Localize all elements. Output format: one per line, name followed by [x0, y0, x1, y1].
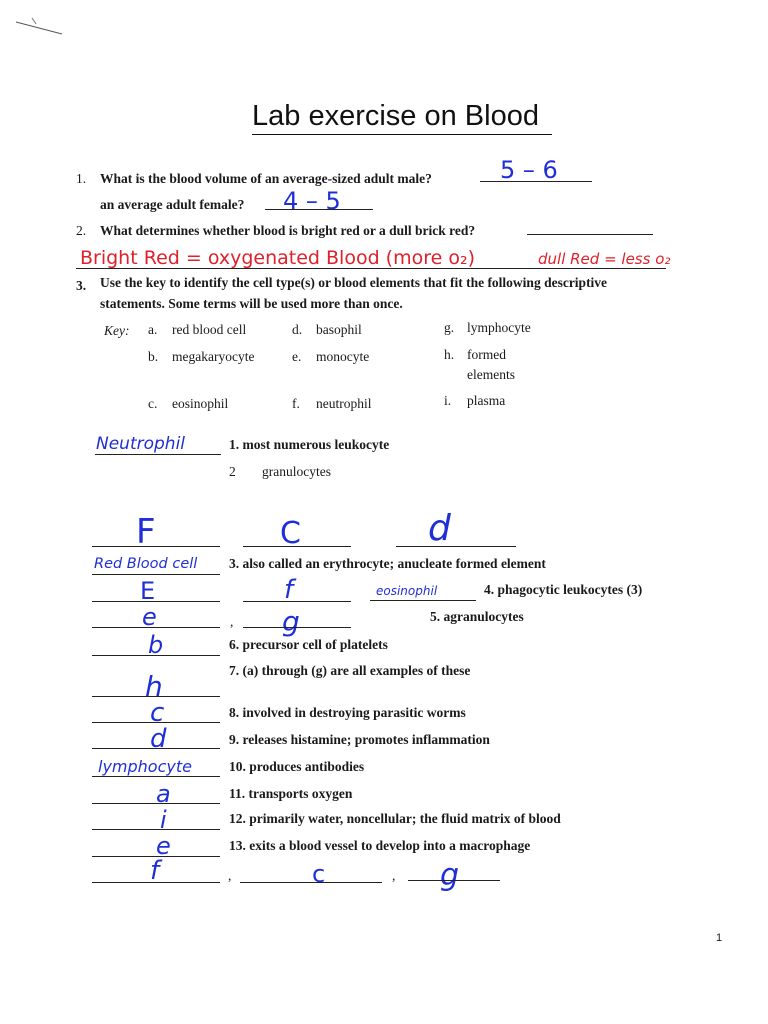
key-term-h: formed — [467, 347, 506, 362]
s11-text: 11. transports oxygen — [229, 786, 353, 801]
key-letter-e: e. — [292, 349, 302, 364]
s14-comma1: , — [228, 868, 232, 883]
s7-answer: h — [145, 670, 163, 703]
page-number: 1 — [716, 932, 723, 944]
s7-line — [92, 696, 220, 697]
key-letter-c: c. — [148, 396, 158, 411]
key-letter-h: h. — [444, 347, 455, 362]
q3-number: 3. — [76, 278, 87, 293]
key-term-h-cont: elements — [467, 367, 515, 382]
s5-line2 — [243, 627, 351, 628]
key-letter-a: a. — [148, 322, 158, 337]
key-term-e: monocyte — [316, 349, 370, 364]
s4-ans1: E — [140, 577, 156, 605]
s7-text: 7. (a) through (g) are all examples of these — [229, 663, 471, 678]
s12-line — [92, 829, 220, 830]
key-letter-f: f. — [292, 396, 300, 411]
key-letter-b: b. — [148, 349, 159, 364]
q2-answer-part1: Bright Red = oxygenated Blood (more o₂) — [80, 247, 476, 269]
key-term-c: eosinophil — [172, 396, 229, 411]
s8-text: 8. involved in destroying parasitic worms — [229, 705, 466, 720]
s4-ans2: f — [284, 575, 294, 605]
s14-line1 — [92, 882, 220, 883]
s5-comma: , — [230, 614, 234, 629]
s1-answer: Neutrophil — [96, 434, 186, 454]
s2-text: granulocytes — [262, 464, 331, 479]
s3-line — [92, 574, 220, 575]
s6-answer: b — [148, 631, 164, 659]
s13-text: 13. exits a blood vessel to develop into a macrophage — [229, 838, 531, 853]
s6-line — [92, 655, 220, 656]
s2-ans1: F — [136, 512, 156, 552]
q2-text: What determines whether blood is bright red or a dull brick red? — [100, 223, 476, 238]
s9-text: 9. releases histamine; promotes inflammation — [229, 732, 490, 747]
s14-comma2: , — [392, 868, 396, 883]
key-term-g: lymphocyte — [467, 320, 531, 335]
s4-text: 4. phagocytic leukocytes (3) — [484, 582, 643, 597]
s5-ans1: e — [142, 603, 157, 631]
s12-answer: i — [160, 806, 167, 834]
s5-ans2: g — [282, 605, 300, 638]
s11-answer: a — [156, 780, 171, 808]
key-label: Key: — [104, 323, 130, 338]
s4-ans3: eosinophil — [376, 584, 438, 598]
s14-line2 — [240, 882, 382, 883]
key-letter-d: d. — [292, 322, 303, 337]
q1-text: What is the blood volume of an average-sized adult male? — [100, 171, 432, 186]
key-term-f: neutrophil — [316, 396, 372, 411]
s14-line3 — [408, 880, 500, 881]
key-term-i: plasma — [467, 393, 506, 408]
title-underline — [252, 134, 552, 135]
key-term-d: basophil — [316, 322, 362, 337]
s10-answer: lymphocyte — [98, 757, 192, 776]
s8-answer: c — [150, 698, 165, 728]
q1-text2: an average adult female? — [100, 197, 245, 212]
pencil-mark — [14, 14, 74, 36]
s9-line — [92, 748, 220, 749]
s1-line — [95, 454, 221, 455]
q1-number: 1. — [76, 171, 87, 186]
s2-num: 2 — [229, 464, 236, 479]
s2-line3 — [396, 546, 516, 547]
q3-text-line2: statements. Some terms will be used more than once. — [100, 296, 403, 311]
q1-answer-male: 5 – 6 — [500, 156, 558, 184]
s1-text: 1. most numerous leukocyte — [229, 437, 390, 452]
s2-line1 — [92, 546, 220, 547]
s6-text: 6. precursor cell of platelets — [229, 637, 388, 652]
q2-number: 2. — [76, 223, 87, 238]
q2-answer-part2: dull Red = less o₂ — [538, 250, 671, 268]
s8-line — [92, 722, 220, 723]
s14-ans3: g — [440, 858, 460, 893]
s4-line1 — [92, 601, 220, 602]
s13-answer: e — [156, 832, 171, 860]
s3-text: 3. also called an erythrocyte; anucleate formed element — [229, 556, 546, 571]
s4-line2 — [243, 601, 351, 602]
s4-line3 — [370, 600, 476, 601]
key-term-a: red blood cell — [172, 322, 247, 337]
q2-answer-line2 — [76, 268, 666, 269]
page-title: Lab exercise on Blood — [252, 100, 539, 132]
q1-answer-female: 4 – 5 — [283, 187, 341, 215]
s5-text: 5. agranulocytes — [430, 609, 524, 624]
s5-line1 — [92, 627, 220, 628]
s10-line — [92, 776, 220, 777]
s10-text: 10. produces antibodies — [229, 759, 365, 774]
s9-answer: d — [150, 724, 167, 754]
q3-text-line1: Use the key to identify the cell type(s) or blood elements that fit the following descriptive — [100, 275, 608, 290]
key-letter-g: g. — [444, 320, 455, 335]
s2-ans3: d — [428, 508, 451, 549]
q2-answer-line — [527, 234, 653, 235]
s3-answer: Red Blood cell — [94, 556, 198, 572]
key-letter-i: i. — [444, 393, 452, 408]
s14-ans2: c — [312, 860, 326, 888]
s12-text: 12. primarily water, noncellular; the fluid matrix of blood — [229, 811, 561, 826]
s2-ans2: C — [280, 516, 301, 551]
key-term-b: megakaryocyte — [172, 349, 255, 364]
s14-ans1: f — [150, 856, 160, 886]
s11-line — [92, 803, 220, 804]
